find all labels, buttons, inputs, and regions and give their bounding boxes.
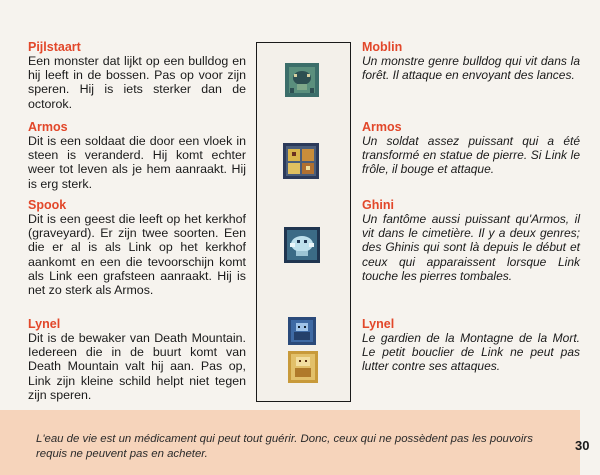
entry-heading: Armos (28, 120, 68, 134)
entry-spook (28, 198, 246, 297)
entry-heading: Lynel (28, 317, 61, 331)
entry-heading: Lynel (362, 317, 395, 331)
entry-pijlstaart (28, 40, 246, 111)
entry-heading: Ghini (362, 198, 394, 212)
entry-heading: Spook (28, 198, 67, 212)
entry-text: Un monstre genre bulldog qui vit dans la forêt. Il attaque en envoyant des lances. (362, 54, 580, 83)
entry-heading: Armos (362, 120, 402, 134)
entry-lynel-fr (362, 317, 580, 374)
lynel-sprite-icon (288, 317, 316, 345)
entry-armos-nl (28, 120, 246, 191)
entry-heading: Pijlstaart (28, 40, 81, 54)
sprite-column (256, 42, 351, 402)
entry-moblin (362, 40, 580, 82)
lynel-sprite-icon-2 (288, 351, 318, 383)
entry-armos-fr (362, 120, 580, 177)
entry-text: Dit is de bewaker van Death Mountain. Iedereen die in de buurt komt van Death Mountain valt hij aan. Pas op, Link zijn kleine schild helpt niet tegen zijn speren. (28, 331, 246, 402)
entry-text: Le gardien de la Montagne de la Mort. Le petit bouclier de Link ne peut pas lutter contre ses attaques. (362, 331, 580, 374)
footer-note (0, 410, 580, 475)
armos-sprite-icon (283, 143, 319, 179)
entry-ghini (362, 198, 580, 283)
entry-text: Un soldat assez puissant qui a été transformé en statue de pierre. Si Link le frôle, il bouge et attaque. (362, 134, 580, 177)
entry-text: Dit is een geest die leeft op het kerkhof (graveyard). Er zijn twee soorten. Een die er al is als Link op het kerkhof aankomt en een die tevoorschijn komt als Link een grafsteen aanraakt. Hij is net zo sterk als Armos. (28, 212, 246, 298)
entry-lynel-nl (28, 317, 246, 402)
page-number: 30 (575, 438, 590, 453)
moblin-sprite-icon (285, 63, 319, 97)
entry-text: Un fantôme aussi puissant qu'Armos, il vit dans le cimetière. Il y a deux genres; des Ghinis qui sont là depuis le début et ceux qui apparaissent lorsque Link touche les pierres tombales. (362, 212, 580, 283)
entry-heading: Moblin (362, 40, 403, 54)
footer-text: L'eau de vie est un médicament qui peut tout guérir. Donc, ceux qui ne possèdent pas les pouvoirs requis ne peuvent pas en acheter. (36, 433, 533, 460)
entry-text: Een monster dat lijkt op een bulldog en hij leeft in de bossen. Pas op voor zijn speren. Hij is iets sterker dan de octorok. (28, 54, 246, 111)
ghini-sprite-icon (284, 227, 320, 263)
entry-text: Dit is een soldaat die door een vloek in steen is veranderd. Hij komt echter weer tot leven als je hem aanraakt. Hij is erg sterk. (28, 134, 246, 191)
